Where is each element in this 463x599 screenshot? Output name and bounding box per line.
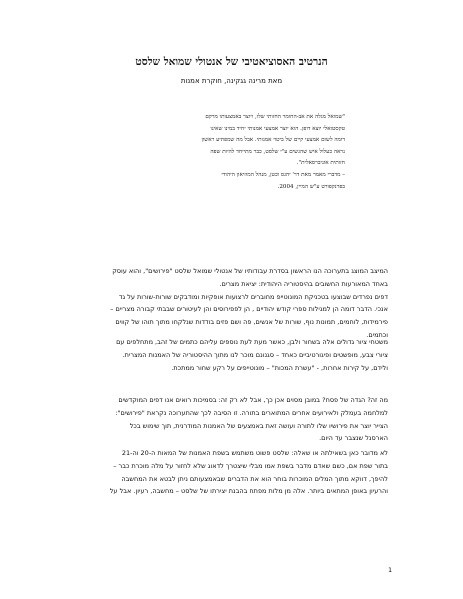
- body-paragraph: [71, 447, 388, 498]
- document-title: הנרטיב האסוציאטיבי של אנטולי שמואל שלסט: [135, 56, 328, 68]
- paragraph-line: פירמידות, לוחמים, תמונות נוף, שורות של אנשים, פה ושם פזים בודדות שנלקחו מתוך תוהו של קווים: [115, 318, 388, 327]
- quote-line: חזותית אוניברסאלית".: [296, 160, 345, 167]
- body-paragraph: [71, 265, 388, 342]
- paragraph-line: והרעיון באופן המתאים ביותר. אלה מן מלות מפתח בהבנת יצירתו של שלסט – מחשבה, רעיון. אבל על: [109, 487, 388, 496]
- quote-line: – מדברי מאמר מאת דר' יהגס וכטן, מנהל המוזיאון היהודי: [221, 171, 345, 178]
- paragraph-line: הארסנל שנצבר עד היום.: [319, 434, 388, 443]
- paragraph-line: מה זה? הגדה של פסח? במובן מסוים אכן כך, אבל לא רק זה: בסמיכות רואים אנו דפים המוקדשים: [118, 396, 388, 404]
- author-line: מאת מרינה גגקינה, חוקרת אמנות: [180, 77, 283, 85]
- paragraph-line: משטחי ציור גדולים אלה בשחור ולבן, כאשר מעת לעת נוספים עליהם כתמים של זהב, מתחלפים עם: [116, 338, 388, 346]
- paragraph-line: אנכי. הדבר דומה הן למגילות ספרי קודש יהודיים , הן לפפירוסים והן לעיטורים שבבתי קבורה מצריים –: [110, 305, 388, 314]
- paragraph-line: הצייר יוצר את פירושיו שלו לתורה ועושה זאת באמצעים של האמנות המודרנית, תוך שימוש בכל: [129, 421, 388, 430]
- paragraph-line: דפים נפרדים שבוצעו בטכניקת המונוטייפ מחוברים לרצועות אופקיות ומודבקים שורות-שורות על גד: [118, 292, 388, 301]
- body-paragraph: [71, 394, 388, 445]
- quote-line: דומה לשום אמצעי קיים של ביטוי אמנותי. אבל מה שמפתיע ראשון: [201, 137, 345, 144]
- paragraph-line: בתור שפת אם, כשם שאדם מדבר בשפת אמו מבלי שיצטרך לדאוג שלא לחזור על מלה מוכרת כבר –: [113, 461, 388, 470]
- paragraph-line: לא מדובר כאן בשאילתה או שאלה: שלסט פשוט משתמש בשפת האמנות של המאות ה-20 וה-21: [121, 449, 388, 457]
- body-paragraph: [71, 336, 388, 374]
- quote-line: נראה כעלול איש שהגשים ע"י שלסט, כבר מתייחד להיות שפה: [210, 148, 345, 155]
- page-number: 1: [388, 566, 393, 574]
- paragraph-line: למלחמה בעמלק ולאירועים אחרים המתוארים בתורה. זו הסיבה לכך שהתערוכה נקראת "פירושים":: [115, 408, 388, 417]
- paragraph-line: באחד המאורעות החשובים בהיסטוריה היהודית: יציאת מצרים.: [219, 279, 388, 288]
- quote-line: "שמואל מגלה את אב-החומר החזותי שלו, ויוצר באמצעותו מרקם: [205, 114, 345, 120]
- paragraph-line: וכתמים.: [366, 330, 388, 339]
- quote-line: בפרנקפורט ע"ש המיין, 2004.: [277, 183, 345, 190]
- paragraph-line: להיפך, דווקא מתוך המלים המוכרות בוחר הוא את הדברים שבאמצעותם ניתן לבטא את המחשבה: [121, 474, 388, 483]
- epigraph-quote: [113, 112, 345, 193]
- quote-line: טקסטואלי יוצא דופן. הוא יוצר אמצעי אמנותי יחיד במינו שאינו: [210, 125, 345, 132]
- paragraph-line: ציורי צבע, מופשטים ופיגורטיביים כאחד – סגנונם מוכר לנו מתוך ההיסטוריה של האמנות המצרית.: [122, 350, 388, 359]
- paragraph-line: ולידם, על קירות אחרות, - "עשרת המכות" – מונוטייפים על רקע שחור ממתכת.: [171, 363, 388, 372]
- paragraph-line: המיצב המוצג בתערוכה הנו הראשון בסדרת עבודותיו של אנטולי שמואל שלסט "פירושים", והוא עוסק: [112, 267, 388, 275]
